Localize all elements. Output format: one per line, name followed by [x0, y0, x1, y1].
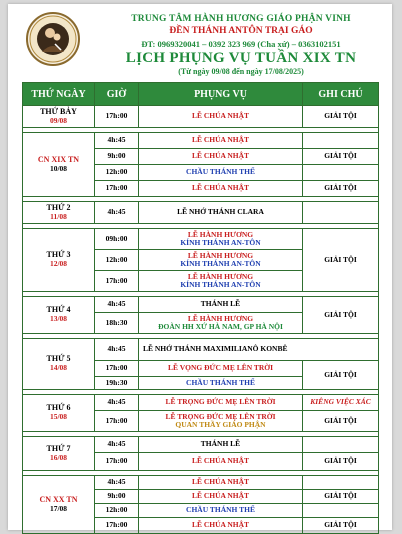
- page-title: LỊCH PHỤNG VỤ TUẦN XIX TN: [125, 50, 357, 66]
- table-row: [23, 106, 379, 128]
- service-line: LỄ HÀNH HƯƠNG: [187, 313, 254, 323]
- day-cell: [23, 339, 95, 390]
- day-date: 15/08: [49, 412, 68, 422]
- service-cell: LỄ CHÚA NHẬT: [139, 476, 303, 490]
- note-cell: GIẢI TỘI: [303, 518, 379, 534]
- service-cell: LỄ CHÚA NHẬT: [139, 133, 303, 149]
- day-cell: [23, 297, 95, 334]
- shrine-name: ĐỀN THÁNH ANTÔN TRẠI GÁO: [169, 26, 313, 36]
- time-cell: 4h:45: [95, 476, 139, 490]
- service-cell: THÁNH LỄ: [139, 437, 303, 453]
- service-cell: LỄ CHÚA NHẬT: [139, 149, 303, 165]
- day-cell: [23, 395, 95, 432]
- time-cell: 17h:00: [95, 411, 139, 432]
- service-cell: CHẦU THÁNH THỂ: [139, 165, 303, 181]
- service-line: LỄ TRỌNG ĐỨC MẸ LÊN TRỜI: [165, 411, 276, 421]
- service-subline: ĐOÀN HH XỨ HÀ NAM, GP HÀ NỘI: [158, 322, 283, 331]
- note-cell: GIẢI TỘI: [303, 106, 379, 128]
- service-cell: LỄ CHÚA NHẬT: [139, 490, 303, 504]
- time-cell: 9h:00: [95, 149, 139, 165]
- schedule-table: [22, 82, 379, 534]
- day-date: 12/08: [49, 259, 68, 269]
- note-cell: GIẢI TỘI: [303, 297, 379, 334]
- table-row: [23, 339, 379, 361]
- time-cell: 12h:00: [95, 504, 139, 518]
- day-cell: [23, 437, 95, 471]
- table-row: [23, 297, 379, 313]
- col-header-day: THỨ NGÀY: [23, 83, 95, 106]
- service-cell: LỄ CHÚA NHẬT: [139, 453, 303, 471]
- day-date: 13/08: [49, 314, 68, 324]
- day-name: THỨ 6: [46, 403, 71, 413]
- service-line: LỄ HÀNH HƯƠNG: [187, 229, 254, 239]
- service-cell: CHẦU THÁNH THỂ: [139, 377, 303, 390]
- time-cell: 12h:00: [95, 165, 139, 181]
- time-cell: 17h:00: [95, 361, 139, 377]
- day-name: THỨ 7: [46, 443, 71, 453]
- day-cell: [23, 229, 95, 292]
- day-cell: [23, 202, 95, 224]
- service-cell: CHẦU THÁNH THỂ: [139, 504, 303, 518]
- saint-anthony-logo-icon: [26, 12, 80, 66]
- time-cell: 12h:00: [95, 250, 139, 271]
- note-cell: GIẢI TỘI: [303, 361, 379, 390]
- organization-name: TRUNG TÂM HÀNH HƯƠNG GIÁO PHẬN VINH: [131, 14, 351, 24]
- service-subline: KÍNH THÁNH AN-TÔN: [180, 259, 261, 268]
- note-cell: GIẢI TỘI: [303, 229, 379, 292]
- day-date: 16/08: [49, 452, 68, 462]
- time-cell: 4h:45: [95, 133, 139, 149]
- time-cell: 17h:00: [95, 181, 139, 197]
- table-header-row: [23, 83, 379, 106]
- service-subline: KÍNH THÁNH AN-TÔN: [180, 238, 261, 247]
- table-row: [23, 437, 379, 453]
- note-cell: GIẢI TỘI: [303, 181, 379, 197]
- note-cell: [303, 504, 379, 518]
- col-header-time: GIỜ: [95, 83, 139, 106]
- note-cell: [303, 133, 379, 149]
- note-cell: GIẢI TỘI: [303, 453, 379, 471]
- service-subline: KÍNH THÁNH AN-TÔN: [180, 280, 261, 289]
- note-cell: GIẢI TỘI: [303, 490, 379, 504]
- service-cell: LỄ NHỚ THÁNH MAXIMILIANÔ KONBÊ: [139, 339, 379, 361]
- table-row: [23, 395, 379, 411]
- time-cell: 09h:00: [95, 229, 139, 250]
- table-row: [23, 133, 379, 149]
- day-date: 09/08: [49, 115, 68, 125]
- day-cell: [23, 476, 95, 534]
- time-cell: 4h:45: [95, 437, 139, 453]
- day-date: 14/08: [49, 363, 68, 373]
- note-cell: [303, 476, 379, 490]
- table-row: [23, 476, 379, 490]
- day-date: 17/08: [49, 503, 68, 513]
- day-cell: [23, 133, 95, 197]
- contact-phone: ĐT: 0969320041 – 0392 323 969 (Cha xứ) – 0363102151: [141, 39, 341, 49]
- day-name: CN XX TN: [39, 494, 78, 504]
- day-name: CN XIX TN: [37, 154, 80, 164]
- note-cell: GIẢI TỘI: [303, 149, 379, 165]
- day-cell: [23, 106, 95, 128]
- day-date: 10/08: [49, 163, 68, 173]
- note-cell: [303, 165, 379, 181]
- time-cell: 4h:45: [95, 297, 139, 313]
- date-range: (Từ ngày 09/08 đến ngày 17/08/2025): [178, 67, 304, 76]
- schedule-sheet: [8, 4, 392, 530]
- note-cell: GIẢI TỘI: [303, 411, 379, 432]
- service-line: LỄ HÀNH HƯƠNG: [187, 271, 254, 281]
- service-cell: LỄ CHÚA NHẬT: [139, 181, 303, 197]
- time-cell: 17h:00: [95, 453, 139, 471]
- note-cell: [303, 437, 379, 453]
- day-name: THỨ 2: [46, 202, 71, 212]
- service-cell: THÁNH LỄ: [139, 297, 303, 313]
- day-name: THỨ BẢY: [40, 106, 77, 116]
- table-row: [23, 229, 379, 250]
- service-cell: [139, 229, 303, 250]
- service-cell: LỄ TRỌNG ĐỨC MẸ LÊN TRỜI: [139, 395, 303, 411]
- time-cell: 9h:00: [95, 490, 139, 504]
- service-cell: [139, 271, 303, 292]
- day-date: 11/08: [50, 211, 67, 221]
- note-cell: [303, 202, 379, 224]
- time-cell: 19h:30: [95, 377, 139, 390]
- time-cell: 17h:00: [95, 518, 139, 534]
- time-cell: 17h:00: [95, 271, 139, 292]
- service-cell: LỄ VỌNG ĐỨC MẸ LÊN TRỜI: [139, 361, 303, 377]
- service-cell: LỄ CHÚA NHẬT: [139, 518, 303, 534]
- service-cell: [139, 313, 303, 334]
- service-cell: LỄ NHỚ THÁNH CLARA: [139, 202, 303, 224]
- time-cell: 17h:00: [95, 106, 139, 128]
- service-cell: LỄ CHÚA NHẬT: [139, 106, 303, 128]
- day-name: THỨ 5: [46, 354, 71, 364]
- day-name: THỨ 3: [46, 250, 71, 260]
- col-header-service: PHỤNG VỤ: [139, 83, 303, 106]
- time-cell: 4h:45: [95, 395, 139, 411]
- col-header-note: GHI CHÚ: [303, 83, 379, 106]
- service-cell: [139, 411, 303, 432]
- time-cell: 4h:45: [95, 202, 139, 224]
- note-cell: KIÊNG VIỆC XÁC: [303, 395, 379, 411]
- table-row: [23, 202, 379, 224]
- service-cell: [139, 250, 303, 271]
- time-cell: 18h:30: [95, 313, 139, 334]
- day-name: THỨ 4: [46, 305, 71, 315]
- service-line: LỄ HÀNH HƯƠNG: [187, 250, 254, 260]
- time-cell: 4h:45: [95, 339, 139, 361]
- service-subline: QUAN THẦY GIÁO PHẬN: [175, 420, 266, 429]
